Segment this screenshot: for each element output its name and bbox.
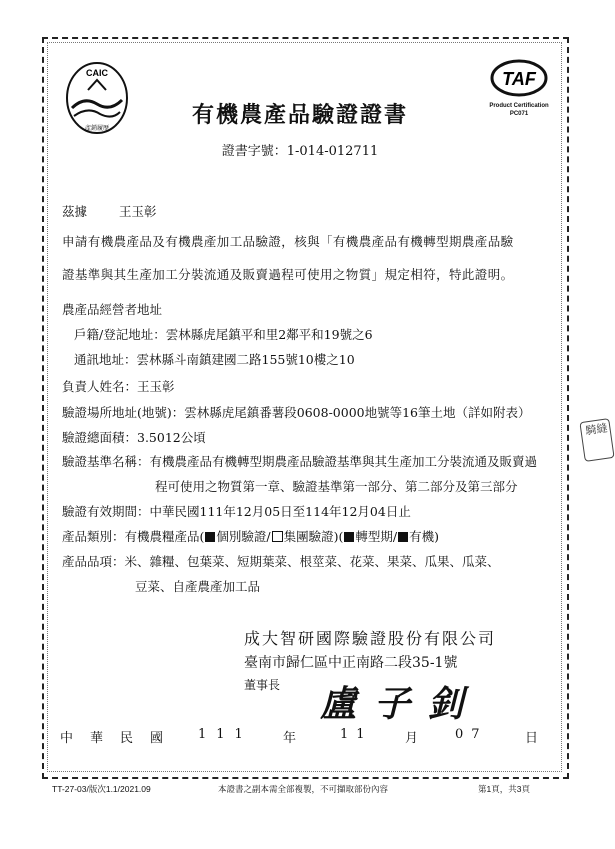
category-label: 產品類別：有機農糧產品( — [62, 529, 205, 544]
page-indicator: 第1頁，共3頁 — [478, 784, 530, 794]
product-items-line-1: 產品品項：米、雜糧、包葉菜、短期葉菜、根莖菜、花菜、果菜、瓜果、瓜菜、 — [62, 554, 500, 569]
operator-heading: 農產品經營者地址 — [62, 302, 163, 317]
date-year: 111 — [198, 727, 253, 742]
date-day-label: 日 — [525, 731, 539, 746]
date-day: 07 — [455, 727, 488, 742]
checkbox-organic-checked — [398, 532, 408, 542]
category-transition: 轉型期/ — [355, 529, 398, 544]
taf-sub-label: Product Certification — [489, 103, 549, 109]
standard-line-2: 程可使用之物質第一章、驗證基準第一部分、第二部分及第三部分 — [155, 479, 518, 494]
seam-seal-stamp: 騎縫 — [579, 418, 614, 462]
copy-notice: 本證書之副本需全部複製，不可擷取部份內容 — [218, 784, 389, 794]
checkbox-individual-checked — [205, 532, 215, 542]
taf-logo-text: TAF — [502, 69, 536, 89]
checkbox-transition-checked — [344, 532, 354, 542]
total-area: 驗證總面積：3.5012公頃 — [62, 430, 206, 445]
standard-line-1: 驗證基準名稱：有機農產品有機轉型期農產品驗證基準與其生產加工分裝流通及販賣過 — [62, 454, 538, 469]
household-address: 戶籍/登記地址：雲林縣虎尾鎮平和里2鄰平和19號之6 — [74, 327, 373, 342]
basis-label: 茲據 — [62, 204, 88, 219]
certificate-title: 有機農產品驗證證書 — [191, 102, 408, 128]
chairman-label: 董事長 — [244, 678, 281, 692]
date-month-label: 月 — [405, 731, 419, 746]
issuer-address: 臺南市歸仁區中正南路二段35-1號 — [244, 655, 458, 671]
date-era-char-4: 國 — [150, 731, 164, 746]
chairman-signature: 盧子釗 — [320, 683, 483, 725]
form-code: TT-27-03/版次1.1/2021.09 — [52, 784, 151, 794]
caic-logo-subtext: 產銷履歷 — [84, 125, 110, 132]
statement-line-1: 申請有機農產品及有機農產加工品驗證，核與「有機農產品有機轉型期農產品驗 — [62, 234, 514, 249]
taf-logo — [474, 58, 564, 126]
applicant-name: 王玉彰 — [119, 204, 157, 219]
basis-line — [62, 202, 157, 220]
product-category — [62, 527, 439, 545]
certificate-number: 證書字號：1-014-012711 — [221, 144, 379, 159]
statement-line-2: 證基準與其生產加工分裝流通及販賣過程可使用之物質」規定相符，特此證明。 — [62, 267, 514, 282]
category-individual: 個別驗證/ — [216, 529, 271, 544]
responsible-person: 負責人姓名：王玉彰 — [62, 379, 175, 394]
date-era-char-3: 民 — [120, 731, 134, 746]
category-organic: 有機) — [409, 529, 439, 544]
validity-period: 驗證有效期間：中華民國111年12月05日至114年12月04日止 — [62, 504, 411, 519]
caic-logo-text: CAIC — [86, 68, 108, 78]
mailing-address: 通訊地址：雲林縣斗南鎮建國二路155號10樓之10 — [74, 352, 355, 367]
date-era-char-1: 中 — [60, 731, 74, 746]
date-era-char-2: 華 — [90, 731, 104, 746]
date-year-label: 年 — [283, 731, 297, 746]
taf-accreditation-code: PC071 — [509, 111, 529, 117]
product-items-line-2: 豆菜、自產農產加工品 — [135, 579, 261, 594]
category-group: 集團驗證)( — [283, 529, 344, 544]
date-month: 11 — [340, 727, 373, 742]
site-address: 驗證場所地址(地號)：雲林縣虎尾鎮番薯段0608-0000地號等16筆土地（詳如附表） — [62, 405, 531, 420]
issuer-company: 成大智研國際驗證股份有限公司 — [244, 629, 497, 648]
checkbox-group-unchecked — [272, 531, 283, 542]
caic-logo — [64, 60, 130, 138]
